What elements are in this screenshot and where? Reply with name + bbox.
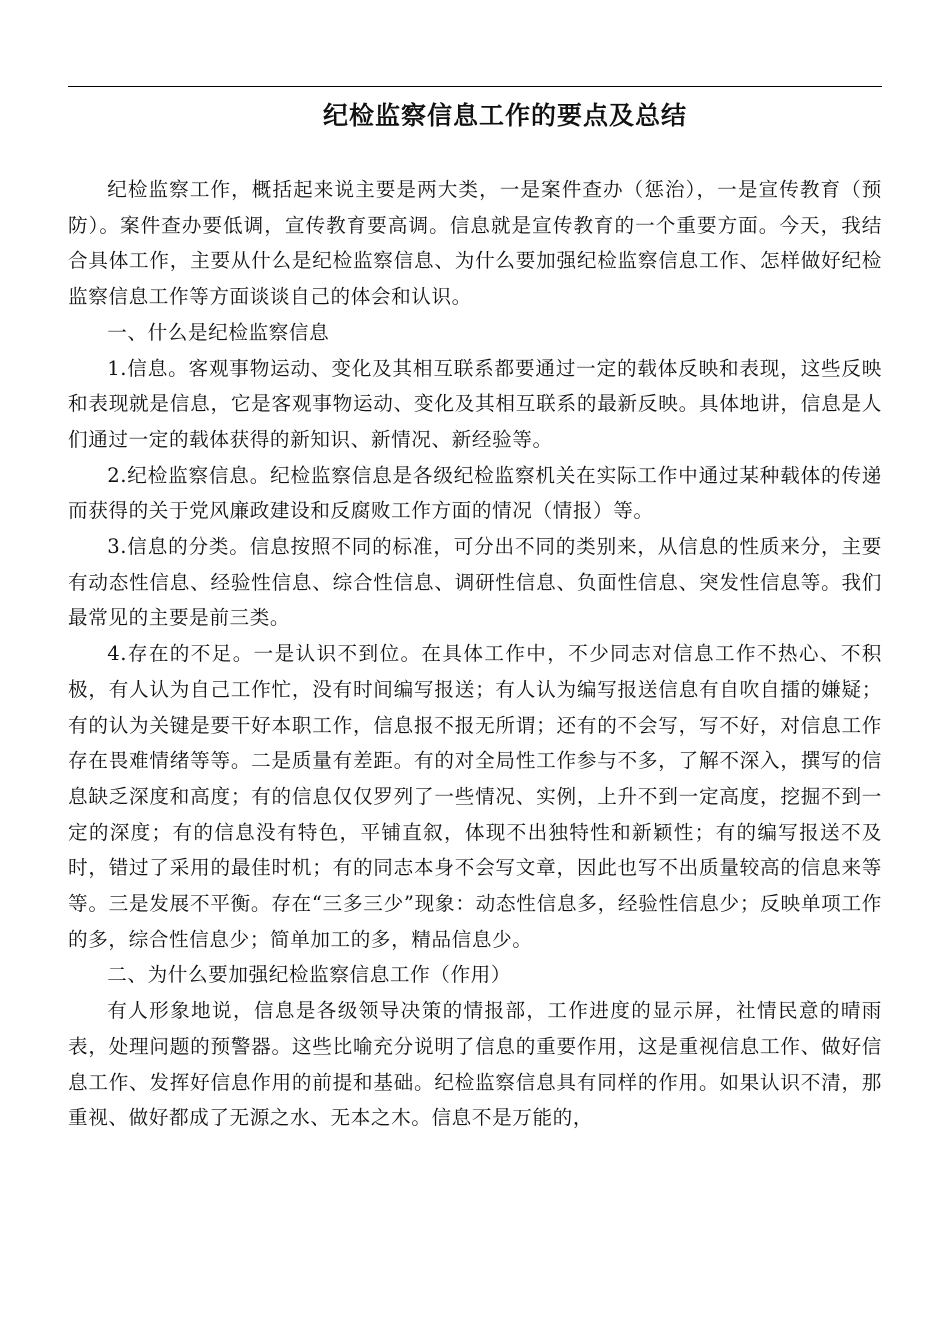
- paragraph-shortcomings: 4.存在的不足。一是认识不到位。在具体工作中，不少同志对信息工作不热心、不积极，有人认为自己工作忙，没有时间编写报送；有人认为编写报送信息有自吹自擂的嫌疑；有的认为关键是要干好本职工作，信息报不报无所谓；还有的不会写，写不好，对信息工作存在畏难情绪等等。二是质量有差距。有的对全局性工作参与不多，了解不深入，撰写的信息缺乏深度和高度；有的信息仅仅罗列了一些情况、实例，上升不到一定高度，挖掘不到一定的深度；有的信息没有特色，平铺直叙，体现不出独特性和新颖性；有的编写报送不及时，错过了采用的最佳时机；有的同志本身不会写文章，因此也写不出质量较高的信息来等等。三是发展不平衡。存在“三多三少”现象：动态性信息多，经验性信息少；反映单项工作的多，综合性信息少；简单加工的多，精品信息少。: [68, 642, 882, 951]
- paragraph-classification: 3.信息的分类。信息按照不同的标准，可分出不同的类别来，从信息的性质来分，主要有动态性信息、经验性信息、综合性信息、调研性信息、负面性信息、突发性信息等。我们最常见的主要是前三类。: [68, 535, 882, 630]
- paragraph-information: 1.信息。客观事物运动、变化及其相互联系都要通过一定的载体反映和表现，这些反映和表现就是信息，它是客观事物运动、变化及其相互联系的最新反映。具体地讲，信息是人们通过一定的载体获得的新知识、新情况、新经验等。: [68, 356, 882, 451]
- header-rule: [68, 86, 882, 87]
- intro-paragraph: 纪检监察工作，概括起来说主要是两大类，一是案件查办（惩治），一是宣传教育（预防）。案件查办要低调，宣传教育要高调。信息就是宣传教育的一个重要方面。今天，我结合具体工作，主要从什么是纪检监察信息、为什么要加强纪检监察信息工作、怎样做好纪检监察信息工作等方面谈谈自己的体会和认识。: [68, 178, 882, 309]
- document-title: 纪检监察信息工作的要点及总结: [322, 101, 687, 130]
- section-heading-2: 二、为什么要加强纪检监察信息工作（作用）: [107, 963, 512, 987]
- paragraph-discipline-information: 2.纪检监察信息。纪检监察信息是各级纪检监察机关在实际工作中通过某种载体的传递而获得的关于党风廉政建设和反腐败工作方面的情况（情报）等。: [68, 463, 882, 523]
- document-body: [68, 172, 882, 1136]
- section-heading-1: 一、什么是纪检监察信息: [107, 320, 330, 344]
- paragraph-importance: 有人形象地说，信息是各级领导决策的情报部，工作进度的显示屏，社情民意的晴雨表，处理问题的预警器。这些比喻充分说明了信息的重要作用，这是重视信息工作、做好信息工作、发挥好信息作用的前提和基础。纪检监察信息具有同样的作用。如果认识不清，那重视、做好都成了无源之水、无本之木。信息不是万能的，: [68, 999, 882, 1130]
